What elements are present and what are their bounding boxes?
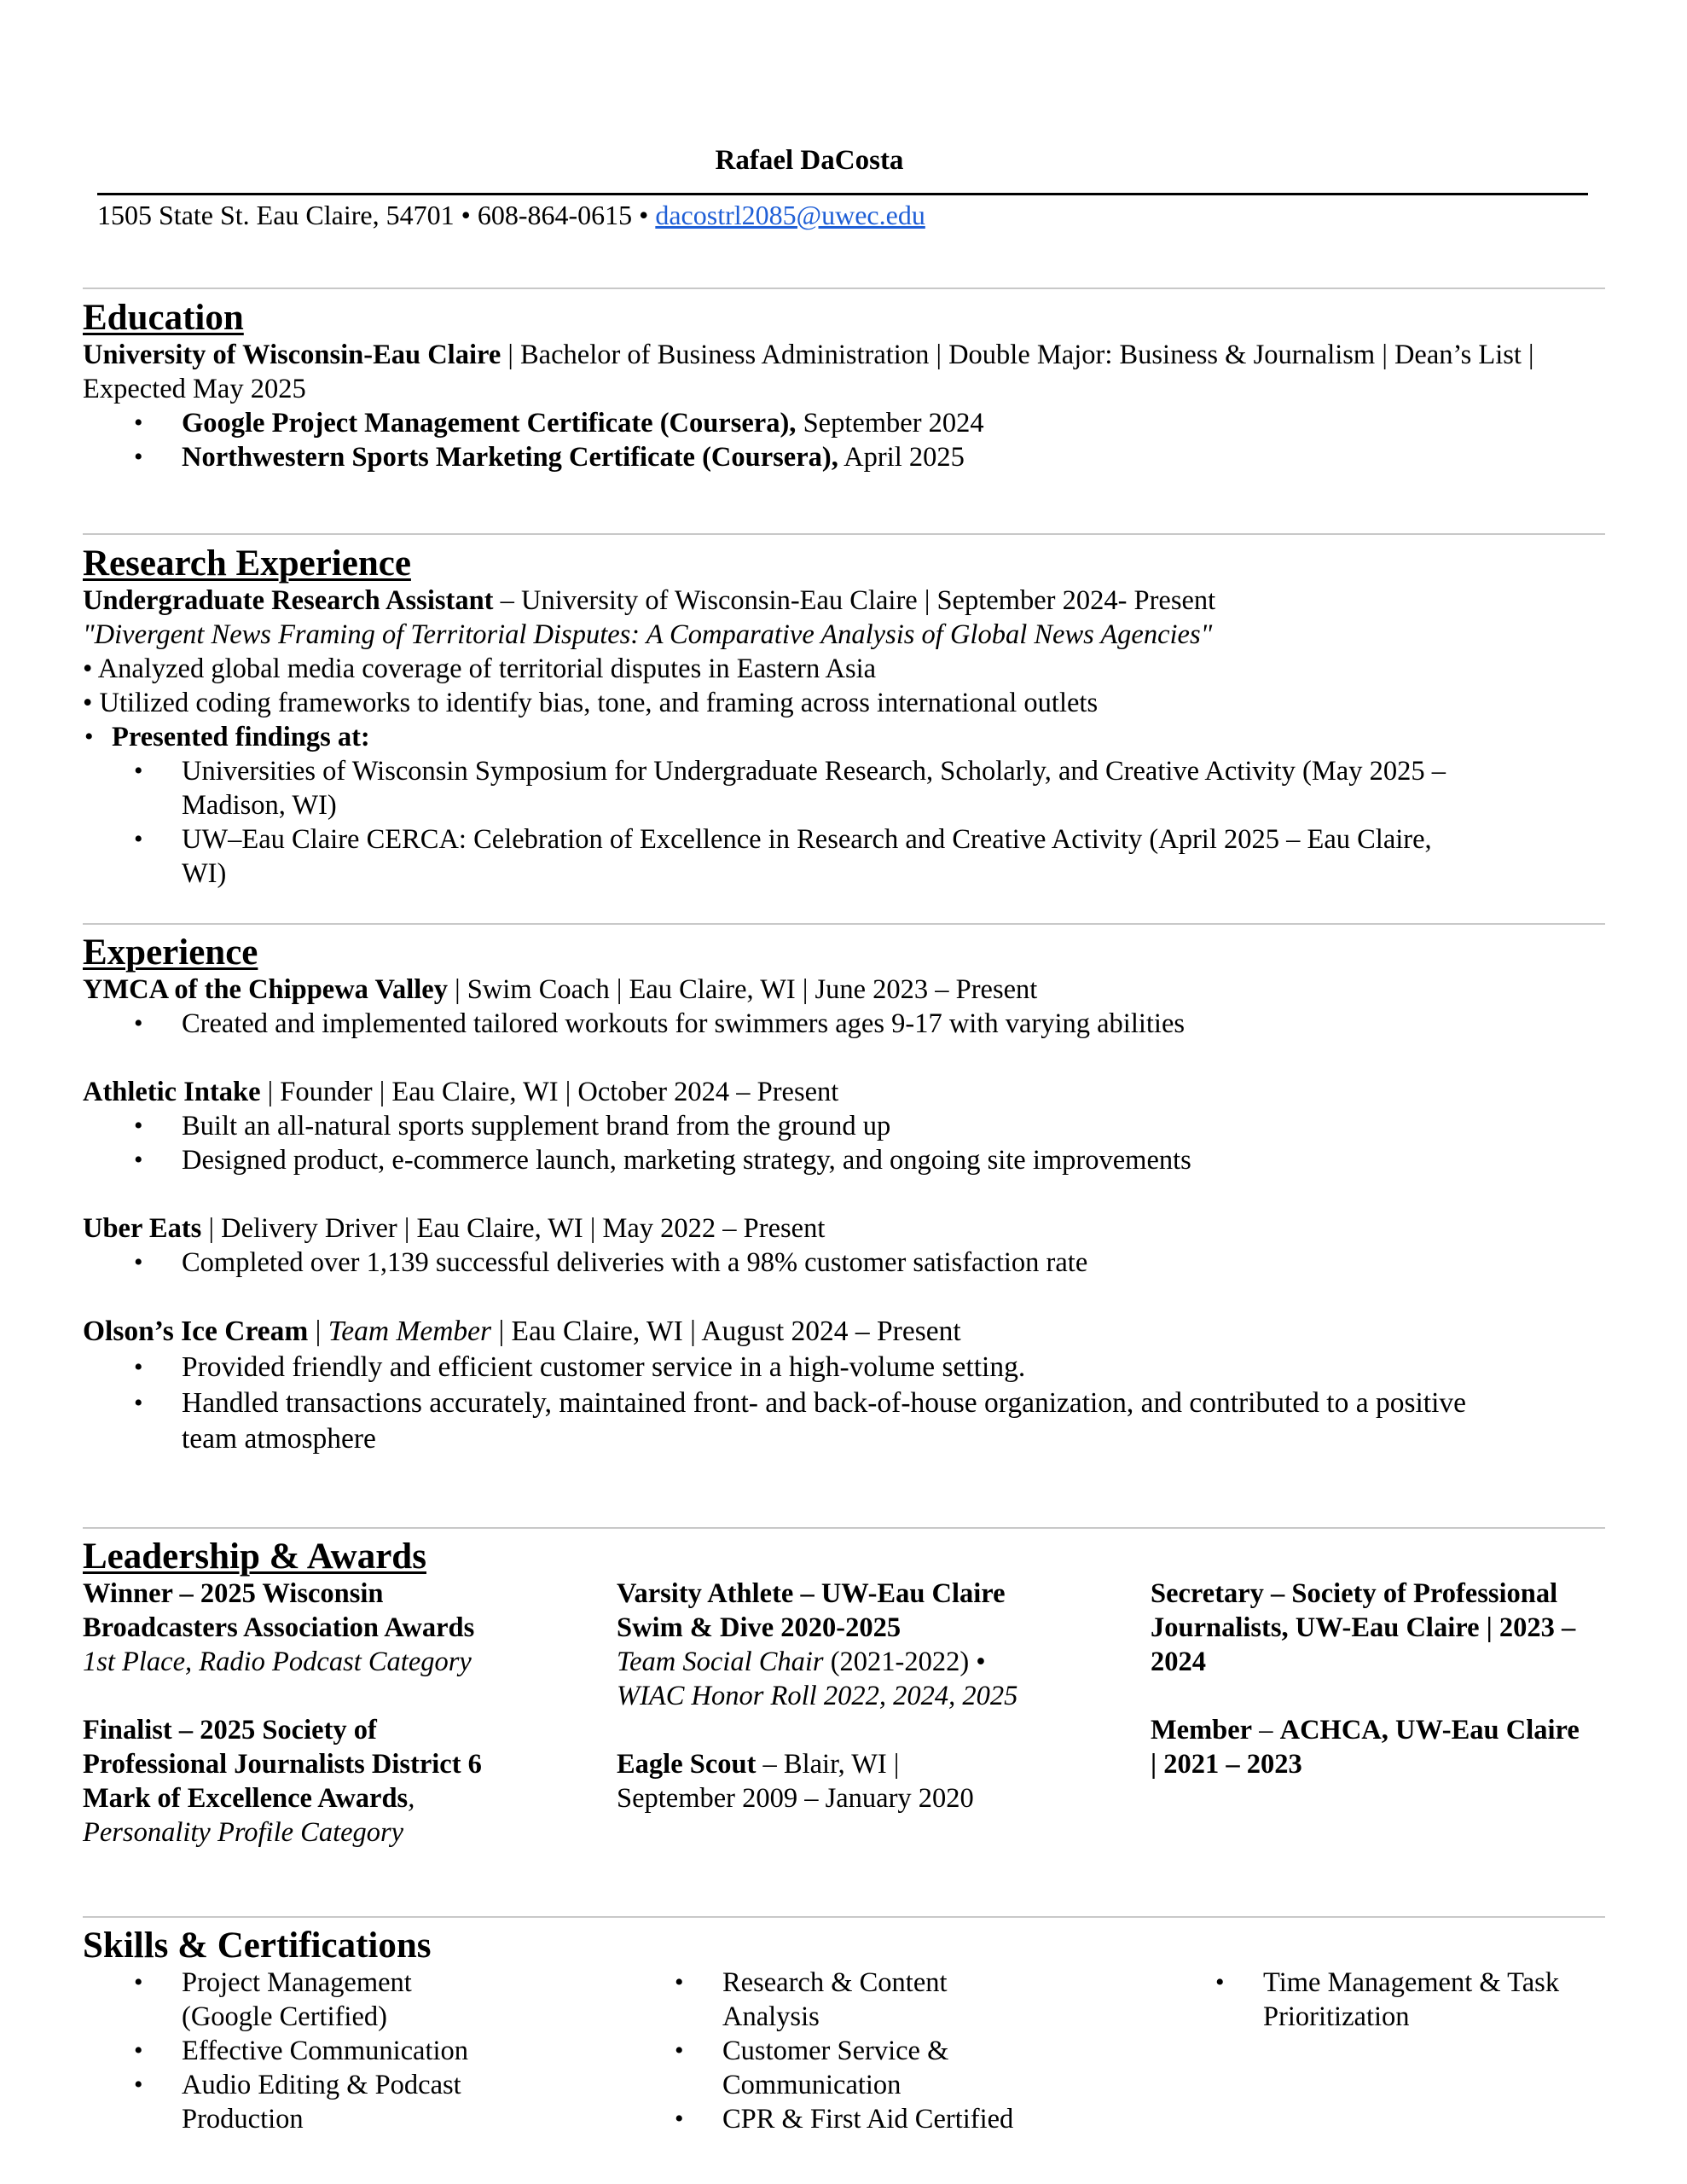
list-item bbox=[83, 754, 1609, 822]
bullet-text: • Handled transactions accurately, maintained front- and back-of-house organization, and contributed to a positive bbox=[182, 1387, 1467, 1419]
award-title: Professional Journalists District 6 bbox=[83, 1749, 482, 1780]
list-item bbox=[83, 406, 1609, 440]
award-detail: – bbox=[1252, 1715, 1280, 1745]
contact-line bbox=[97, 198, 925, 232]
certificate-list bbox=[83, 406, 1609, 474]
divider bbox=[83, 923, 1605, 925]
list-item bbox=[83, 2034, 612, 2068]
job-org: YMCA of the Chippewa Valley bbox=[83, 974, 448, 1005]
skill-text: Prioritization bbox=[1263, 2001, 1410, 2032]
divider bbox=[83, 1916, 1605, 1918]
certificate-date: September 2024 bbox=[796, 408, 984, 439]
spacer bbox=[83, 1177, 1609, 1211]
skills-column-1 bbox=[83, 1966, 612, 2136]
job-details: | Eau Claire, WI | August 2024 – Present bbox=[491, 1316, 961, 1347]
education-expected: Expected May 2025 bbox=[83, 374, 306, 404]
job-org: Athletic Intake bbox=[83, 1077, 261, 1107]
certificate-date: April 2025 bbox=[838, 442, 965, 473]
experience-section bbox=[83, 933, 1609, 1457]
skill-text: • Effective Communication bbox=[182, 2036, 469, 2066]
job-header bbox=[83, 973, 1609, 1007]
header-divider bbox=[97, 193, 1588, 195]
award-title: Swim & Dive 2020-2025 bbox=[617, 1612, 901, 1643]
list-item: • Completed over 1,139 successful deliveries with a 98% customer satisfaction rate bbox=[83, 1246, 1609, 1280]
research-section bbox=[83, 544, 1609, 891]
spacer bbox=[83, 1041, 1609, 1075]
award-title: Finalist – 2025 Society of bbox=[83, 1715, 377, 1745]
award-title: Eagle Scout bbox=[617, 1749, 757, 1780]
list-item bbox=[83, 720, 1609, 754]
award-title: Journalists, UW-Eau Claire | 2023 – bbox=[1151, 1612, 1576, 1643]
research-role: Undergraduate Research Assistant bbox=[83, 585, 494, 616]
skill-text: (Google Certified) bbox=[182, 2001, 387, 2032]
job-details: | Founder | Eau Claire, WI | October 2024 – Present bbox=[260, 1077, 839, 1107]
job-header bbox=[83, 1075, 1609, 1109]
award-detail: Personality Profile Category bbox=[83, 1817, 404, 1848]
spacer bbox=[83, 1679, 594, 1713]
skill-text: Production bbox=[182, 2104, 304, 2135]
section-title-leadership: Leadership & Awards bbox=[83, 1536, 426, 1577]
skill-text: • Research & Content bbox=[722, 1967, 948, 1998]
education-section bbox=[83, 299, 1609, 474]
certificate-name: Google Project Management Certificate (Coursera), bbox=[182, 408, 797, 439]
research-bullet: • Utilized coding frameworks to identify bias, tone, and framing across international outlets bbox=[83, 688, 1099, 718]
research-role-line bbox=[83, 584, 1609, 618]
spacer bbox=[83, 1280, 1609, 1314]
school-name: University of Wisconsin-Eau Claire bbox=[83, 340, 501, 370]
list-item bbox=[83, 1385, 1609, 1457]
job-header bbox=[83, 1211, 1609, 1246]
venue-list bbox=[83, 754, 1609, 891]
award-title: Mark of Excellence Awards bbox=[83, 1783, 409, 1814]
job-org: Olson’s Ice Cream bbox=[83, 1316, 309, 1347]
presented-list bbox=[83, 720, 1609, 754]
email-link[interactable]: dacostrl2085@uwec.edu bbox=[655, 200, 925, 230]
venue-text: Madison, WI) bbox=[182, 790, 337, 821]
award-detail: 1st Place, Radio Podcast Category bbox=[83, 1647, 472, 1677]
job-role: Team Member bbox=[328, 1316, 492, 1347]
award-title: ACHCA, UW-Eau Claire bbox=[1279, 1715, 1580, 1745]
research-role-rest: – University of Wisconsin-Eau Claire | September 2024- Present bbox=[493, 585, 1216, 616]
section-title-skills: Skills & Certifications bbox=[83, 1926, 432, 1966]
award-title: 2024 bbox=[1151, 1647, 1206, 1677]
leadership-column-3 bbox=[1151, 1577, 1628, 1781]
section-title-experience: Experience bbox=[83, 932, 258, 973]
research-bullet: • Analyzed global media coverage of territorial disputes in Eastern Asia bbox=[83, 653, 877, 684]
skills-column-3 bbox=[1164, 1966, 1625, 2034]
award-title: Varsity Athlete – UW-Eau Claire bbox=[617, 1578, 1006, 1609]
venue-text: • UW–Eau Claire CERCA: Celebration of Excellence in Research and Creative Activity (April 2025 – Eau Claire, bbox=[182, 824, 1432, 855]
award-detail: Team Social Chair bbox=[617, 1647, 824, 1677]
leadership-column-1 bbox=[83, 1577, 594, 1850]
presented-heading: Presented findings at: bbox=[112, 722, 370, 752]
list-item bbox=[623, 1966, 1152, 2034]
research-project bbox=[83, 618, 1609, 652]
list-item bbox=[1164, 1966, 1625, 2034]
job-bullets bbox=[83, 1246, 1609, 1280]
leadership-column-2 bbox=[617, 1577, 1128, 1815]
job-details: | Swim Coach | Eau Claire, WI | June 2023 – Present bbox=[447, 974, 1038, 1005]
skill-text: Communication bbox=[722, 2070, 901, 2100]
divider bbox=[83, 533, 1605, 535]
award-detail: – Blair, WI | bbox=[756, 1749, 900, 1780]
award-punct: , bbox=[408, 1783, 415, 1814]
award-title: Member bbox=[1151, 1715, 1253, 1745]
skills-column-2 bbox=[623, 1966, 1152, 2136]
certificate-name: Northwestern Sports Marketing Certificate (Coursera), bbox=[182, 442, 838, 473]
education-school-line bbox=[83, 338, 1609, 372]
job-header bbox=[83, 1314, 1609, 1350]
venue-text: WI) bbox=[182, 858, 227, 889]
spacer bbox=[1151, 1679, 1628, 1713]
skill-text: • Customer Service & bbox=[722, 2036, 949, 2066]
list-item bbox=[83, 2068, 612, 2136]
list-item bbox=[83, 440, 1609, 474]
list-item: • Provided friendly and efficient customer service in a high-volume setting. bbox=[83, 1350, 1609, 1385]
skill-text: • Project Management bbox=[182, 1967, 412, 1998]
award-title: Broadcasters Association Awards bbox=[83, 1612, 475, 1643]
divider bbox=[83, 1527, 1605, 1529]
job-details: | Delivery Driver | Eau Claire, WI | May 2022 – Present bbox=[201, 1213, 826, 1244]
section-title-education: Education bbox=[83, 298, 244, 338]
list-item bbox=[623, 2034, 1152, 2102]
job-org: Uber Eats bbox=[83, 1213, 202, 1244]
list-item: • Built an all-natural sports supplement brand from the ground up bbox=[83, 1109, 1609, 1143]
list-item bbox=[83, 822, 1609, 891]
list-item bbox=[623, 2102, 1152, 2136]
list-item bbox=[83, 1966, 612, 2034]
skill-text: • Audio Editing & Podcast bbox=[182, 2070, 461, 2100]
divider bbox=[83, 288, 1605, 289]
venue-text: • Universities of Wisconsin Symposium for Undergraduate Research, Scholarly, and Creative Activity (May 2025 – bbox=[182, 756, 1446, 787]
leadership-section bbox=[83, 1537, 1609, 1879]
contact-text: 1505 State St. Eau Claire, 54701 • 608-864-0615 • bbox=[97, 200, 656, 230]
award-title: Secretary – Society of Professional bbox=[1151, 1578, 1558, 1609]
section-title-research: Research Experience bbox=[83, 543, 411, 584]
skill-text: • CPR & First Aid Certified bbox=[722, 2104, 1014, 2135]
candidate-name: Rafael DaCosta bbox=[715, 145, 904, 176]
project-title: "Divergent News Framing of Territorial Disputes: A Comparative Analysis of Global News Agencies" bbox=[83, 619, 1213, 650]
job-separator: | bbox=[308, 1316, 328, 1347]
award-title: | 2021 – 2023 bbox=[1151, 1749, 1302, 1780]
skill-text: Analysis bbox=[722, 2001, 820, 2032]
bullet-text: team atmosphere bbox=[182, 1423, 376, 1455]
job-bullets bbox=[83, 1350, 1609, 1457]
award-title: Winner – 2025 Wisconsin bbox=[83, 1578, 384, 1609]
job-bullets bbox=[83, 1007, 1609, 1041]
spacer bbox=[617, 1713, 1128, 1747]
list-item: • Designed product, e-commerce launch, marketing strategy, and ongoing site improvements bbox=[83, 1143, 1609, 1177]
education-details: | Bachelor of Business Administration | Double Major: Business & Journalism | Dean’s List | bbox=[501, 340, 1534, 370]
skills-section bbox=[83, 1926, 1609, 2135]
award-detail: (2021-2022) • bbox=[823, 1647, 986, 1677]
award-detail: WIAC Honor Roll 2022, 2024, 2025 bbox=[617, 1681, 1018, 1711]
award-detail: September 2009 – January 2020 bbox=[617, 1783, 974, 1814]
skill-text: • Time Management & Task bbox=[1263, 1967, 1560, 1998]
list-item: • Created and implemented tailored workouts for swimmers ages 9-17 with varying abilities bbox=[83, 1007, 1609, 1041]
job-bullets bbox=[83, 1109, 1609, 1177]
